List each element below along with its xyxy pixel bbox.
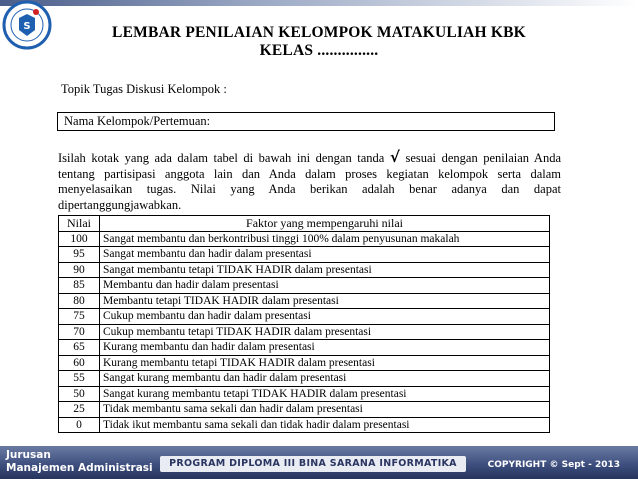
- nilai-cell: 80: [59, 293, 100, 309]
- header-nilai: Nilai: [59, 216, 100, 232]
- table-row: [59, 324, 550, 340]
- nilai-cell: 70: [59, 324, 100, 340]
- nilai-cell: 85: [59, 278, 100, 294]
- nilai-cell: 0: [59, 417, 100, 433]
- faktor-cell: Sangat membantu tetapi TIDAK HADIR dalam presentasi: [100, 262, 550, 278]
- faktor-cell: Sangat kurang membantu tetapi TIDAK HADIR dalam presentasi: [100, 386, 550, 402]
- score-table: [58, 215, 550, 433]
- header-faktor: Faktor yang mempengaruhi nilai: [100, 216, 550, 232]
- nilai-cell: 95: [59, 247, 100, 263]
- faktor-cell: Cukup membantu tetapi TIDAK HADIR dalam presentasi: [100, 324, 550, 340]
- faktor-cell: Sangat membantu dan berkontribusi tinggi 100% dalam penyusunan makalah: [100, 231, 550, 247]
- group-name-field[interactable]: [57, 112, 555, 131]
- department-line-1: Jurusan: [6, 449, 51, 461]
- table-header-row: [59, 216, 550, 232]
- nilai-cell: 75: [59, 309, 100, 325]
- faktor-cell: Cukup membantu dan hadir dalam presentasi: [100, 309, 550, 325]
- department-label: [6, 449, 153, 475]
- faktor-cell: Sangat membantu dan hadir dalam presentasi: [100, 247, 550, 263]
- class-line: KELAS ...............: [259, 42, 379, 59]
- topic-label: Topik Tugas Diskusi Kelompok :: [61, 82, 227, 96]
- nilai-cell: 100: [59, 231, 100, 247]
- program-label: PROGRAM DIPLOMA III BINA SARANA INFORMATIKA: [160, 456, 466, 472]
- instruction-paragraph: [58, 150, 561, 213]
- faktor-cell: Tidak membantu sama sekali dan hadir dalam presentasi: [100, 402, 550, 418]
- table-row: [59, 417, 550, 433]
- faktor-cell: Kurang membantu tetapi TIDAK HADIR dalam presentasi: [100, 355, 550, 371]
- nilai-cell: 25: [59, 402, 100, 418]
- table-row: [59, 293, 550, 309]
- table-row: [59, 402, 550, 418]
- table-row: [59, 278, 550, 294]
- copyright-label: COPYRIGHT © Sept - 2013: [487, 460, 620, 470]
- nilai-cell: 65: [59, 340, 100, 356]
- table-row: [59, 231, 550, 247]
- table-row: [59, 371, 550, 387]
- top-stripe: [0, 0, 638, 6]
- faktor-cell: Kurang membantu dan hadir dalam presentasi: [100, 340, 550, 356]
- table-row: [59, 262, 550, 278]
- table-row: [59, 355, 550, 371]
- check-mark-icon: √: [389, 148, 400, 166]
- document-title: LEMBAR PENILAIAN KELOMPOK MATAKULIAH KBK: [112, 24, 526, 41]
- faktor-cell: Tidak ikut membantu sama sekali dan tidak hadir dalam presentasi: [100, 417, 550, 433]
- instruction-text-end: sesuai dengan penilaian Anda tentang partisipasi anggota lain dan Anda dalam proses kegiatan kelompok serta dalam menyelasaikan tugas. Nilai yang Anda berikan adalah benar adanya dan dapat dipertanggungjawabkan.: [58, 151, 562, 212]
- svg-text:S: S: [23, 21, 31, 32]
- faktor-cell: Membantu tetapi TIDAK HADIR dalam presentasi: [100, 293, 550, 309]
- instruction-text-start: Isilah kotak yang ada dalam tabel di bawah ini dengan tanda: [58, 151, 385, 165]
- group-name-label: Nama Kelompok/Pertemuan:: [64, 114, 211, 128]
- table-row: [59, 247, 550, 263]
- table-row: [59, 340, 550, 356]
- faktor-cell: Membantu dan hadir dalam presentasi: [100, 278, 550, 294]
- nilai-cell: 55: [59, 371, 100, 387]
- table-row: [59, 386, 550, 402]
- table-row: [59, 309, 550, 325]
- nilai-cell: 90: [59, 262, 100, 278]
- faktor-cell: Sangat kurang membantu dan hadir dalam presentasi: [100, 371, 550, 387]
- department-line-2: Manajemen Administrasi: [6, 462, 153, 474]
- nilai-cell: 50: [59, 386, 100, 402]
- nilai-cell: 60: [59, 355, 100, 371]
